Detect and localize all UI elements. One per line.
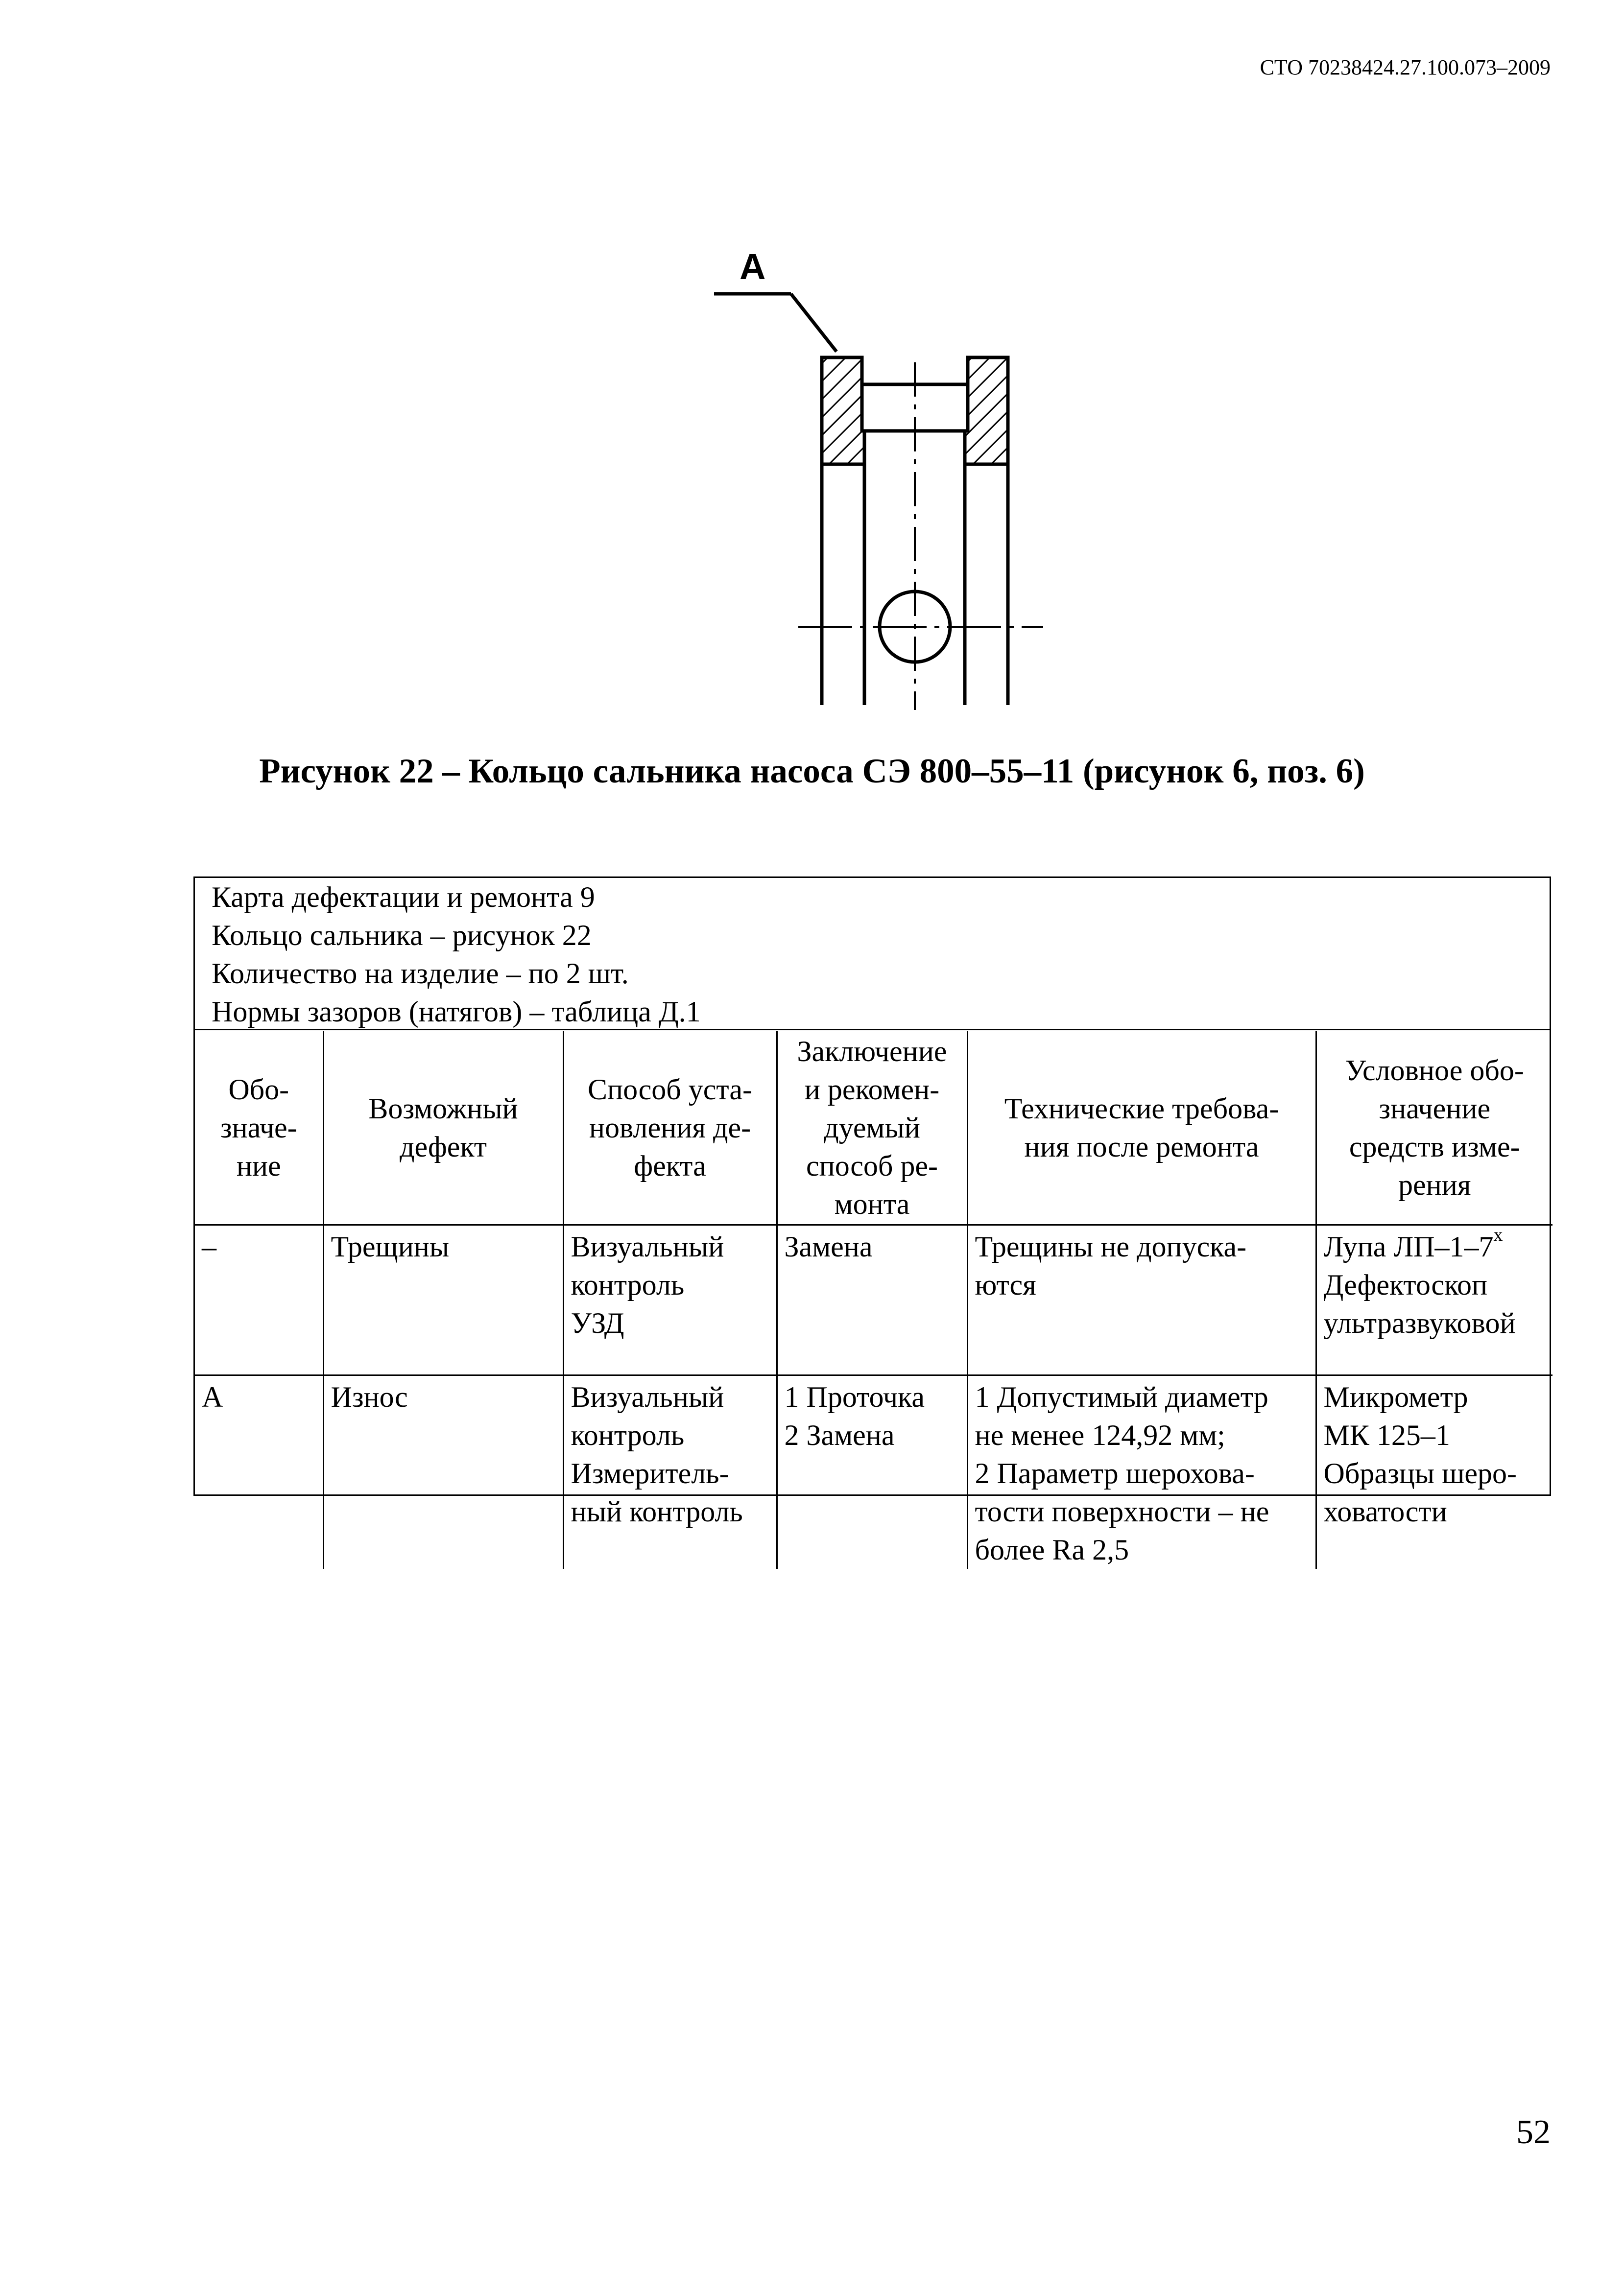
column-header-method: Способ уста- новления де- фекта [563, 1031, 777, 1225]
cell-designation: – [195, 1225, 323, 1375]
card-header [195, 878, 1550, 1031]
cell-repair: 1 Проточка 2 Замена [777, 1375, 967, 1569]
page-number: 52 [1516, 2113, 1551, 2151]
card-title: Карта дефектации и ремонта 9 [212, 881, 595, 913]
card-quantity: Количество на изделие – по 2 шт. [212, 957, 629, 990]
table-row [195, 1375, 1552, 1569]
card-part: Кольцо сальника – рисунок 22 [212, 919, 592, 951]
cell-defect: Износ [323, 1375, 563, 1569]
column-header-instruments: Условное обо- значение средств изме- рения [1316, 1031, 1552, 1225]
callout-label: А [740, 246, 766, 287]
card-norms: Нормы зазоров (натягов) – таблица Д.1 [212, 995, 701, 1028]
table-header-row [195, 1031, 1552, 1225]
figure-caption: Рисунок 22 – Кольцо сальника насоса СЭ 800–55–11 (рисунок 6, поз. 6) [259, 752, 1365, 790]
column-header-requirements: Технические требова- ния после ремонта [967, 1031, 1316, 1225]
cell-instruments: Микрометр МК 125–1 Образцы шеро- ховатости [1316, 1375, 1552, 1569]
defect-card [193, 876, 1551, 1566]
defects-table [195, 1031, 1552, 1569]
column-header-defect: Возможный дефект [323, 1031, 563, 1225]
cell-designation: А [195, 1375, 323, 1569]
cell-requirements: 1 Допустимый диаметр не менее 124,92 мм; 2 Параметр шерохова- тости поверхности – не более Ra 2,5 [967, 1375, 1316, 1569]
cell-requirements: Трещины не допуска- ются [967, 1225, 1316, 1375]
cell-method: Визуальный контроль УЗД [563, 1225, 777, 1375]
cell-method: Визуальный контроль Измеритель- ный контроль [563, 1375, 777, 1569]
table-row [195, 1225, 1552, 1375]
document-code: СТО 70238424.27.100.073–2009 [1260, 55, 1551, 79]
gland-ring-drawing [705, 245, 1058, 759]
cell-defect: Трещины [323, 1225, 563, 1375]
cell-instruments: Лупа $ЛП-1-7^х$ Дефектоскоп ультразвуковой [1316, 1225, 1552, 1375]
column-header-repair: Заключение и рекомен- дуемый способ ре- монта [777, 1031, 967, 1225]
column-header-designation: Обо- значе- ние [195, 1031, 323, 1225]
cell-repair: Замена [777, 1225, 967, 1375]
